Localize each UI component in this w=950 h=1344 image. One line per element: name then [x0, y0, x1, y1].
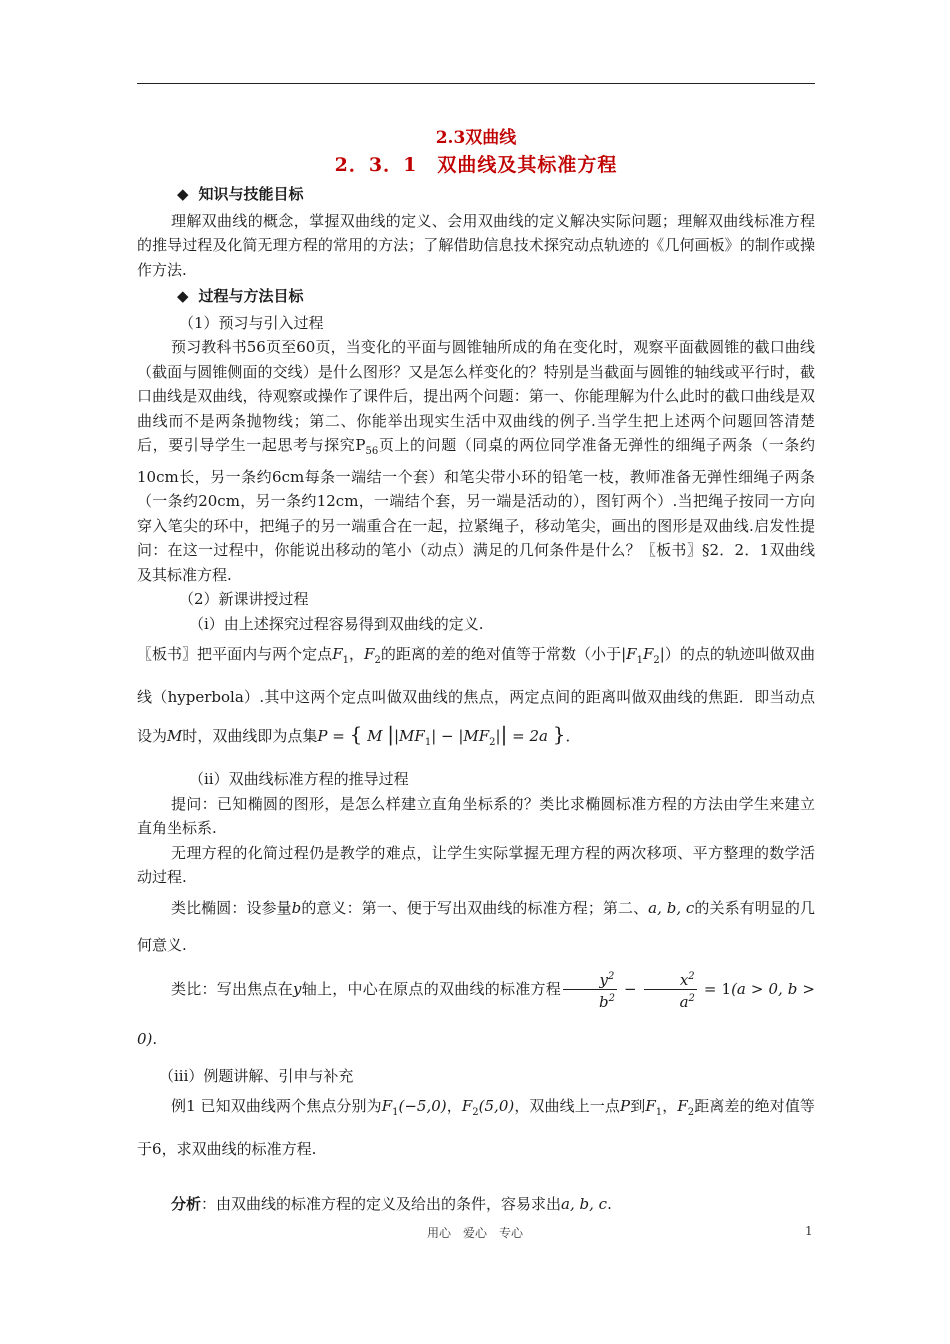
sub-i-label: （i）由上述探究过程容易得到双曲线的定义. [189, 614, 484, 633]
formula-b: b [291, 898, 302, 917]
formula-y: y [293, 979, 302, 998]
paragraph-analysis: 分析：由双曲线的标准方程的定义及给出的条件，容易求出a, b, c. [171, 1195, 612, 1213]
page-title: 2.3双曲线 [435, 128, 517, 148]
section-heading-process: ◆ 过程与方法目标 [177, 287, 304, 305]
formula-F1-coord: $F_1(-5,0)$ [381, 1097, 447, 1118]
formula-abc-result: a, b, c [561, 1195, 608, 1213]
diamond-bullet-icon: ◆ [177, 287, 189, 305]
document-body [137, 120, 815, 1223]
paragraph-analogy-y-axis: 类比：写出焦点在y轴上，中心在原点的双曲线的标准方程 $\frac{y^2}{b^2}$ − $\frac{x^2}{a^2}$ = 1(a > 0, b > 0). [137, 964, 815, 1064]
formula-point-set: P = { M $||MF_1| - |MF_2|| = 2a$ } [317, 722, 566, 748]
paragraph-irrational: 无理方程的化简过程仍是教学的难点，让学生实际掌握无理方程的两次移项、平方整理的数学活动过程. [137, 843, 815, 886]
step-preview-label: （1）预习与引入过程 [179, 313, 324, 332]
paragraph-question: 提问：已知椭圆的图形，是怎么样建立直角坐标系的？类比求椭圆标准方程的方法由学生来建立直角坐标系. [137, 794, 815, 837]
formula-abs-F1F2: $|F_1F_2|$ [621, 645, 665, 666]
sub-ii-label: （ii）双曲线标准方程的推导过程 [189, 770, 409, 788]
formula-P: P [620, 1097, 631, 1115]
formula-F2: $F_2$ [364, 645, 381, 666]
formula-F2-coord: $F_2(5,0)$ [461, 1097, 515, 1118]
formula-F1-ref: $F_1$ [645, 1097, 663, 1118]
paragraph-analogy: 类比椭圆：设参量b的意义：第一、便于写出双曲线的标准方程；第二、a, b, c的关系有明显的几何意义. [137, 898, 815, 954]
analysis-label: 分析 [171, 1195, 202, 1213]
sub-iii-label: （iii）例题讲解、引申与补充 [159, 1066, 354, 1085]
formula-F1: $F_1$ [332, 645, 349, 666]
paragraph-definition: 〖板书〗把平面内与两个定点$F_1$，$F_2$的距离的差的绝对值等于常数（小于$|F_1F_2|$）的点的轨迹叫做双曲线（hyperbola）.其中这两个定点叫做双曲线的焦点，两定点间的距离叫做双曲线的焦距．即当动点设为M时，双曲线即为点集P = { M $||MF_1| - |MF_2|| = 2a$ }． [137, 645, 815, 748]
paragraph-knowledge: 理解双曲线的概念，掌握双曲线的定义、会用双曲线的定义解决实际问题；理解双曲线标准方程的推导过程及化简无理方程的常用的方法；了解借助信息技术探究动点轨迹的《几何画板》的制作或操作方法. [137, 211, 815, 279]
formula-6: 6 [152, 1140, 162, 1158]
page-subtitle: 2．3．1 双曲线及其标准方程 [334, 154, 618, 176]
footer-text: 用心 爱心 专心 [426, 1226, 523, 1240]
step-new-lesson-label: （2）新课讲授过程 [179, 590, 309, 608]
formula-abc: a, b, c [648, 898, 695, 917]
page-number: 1 [805, 1224, 813, 1238]
formula-M: M [167, 727, 183, 745]
paragraph-example-1: 例1 已知双曲线两个焦点分别为$F_1(-5,0)$，$F_2(5,0)$，双曲线上一点P到$F_1$，$F_2$距离差的绝对值等于6，求双曲线的标准方程. [137, 1097, 815, 1158]
paragraph-preview: 预习教科书56页至60页，当变化的平面与圆锥轴所成的角在变化时，观察平面截圆锥的截口曲线（截面与圆锥侧面的交线）是什么图形？又是怎么样变化的？特别是当截面与圆锥的轴线或平行时，截口曲线是双曲线，待观察或操作了课件后，提出两个问题：第一、你能理解为什么此时的截口曲线是双曲线而不是两条抛物线；第二、你能举出现实生活中双曲线的例子.当学生把上述两个问题回答清楚后，要引导学生一起思考与探究$P_{56}$页上的问题（同桌的两位同学准备无弹性的细绳子两条（一条约10cm长，另一条约6cm每条一端结一个套）和笔尖带小环的铅笔一枝，教师准备无弹性细绳子两条（一条约20cm，另一条约12cm，一端结个套，另一端是活动的），图钉两个）.当把绳子按同一方向穿入笔尖的环中，把绳子的另一端重合在一起，拉紧绳子，移动笔尖，画出的图形是双曲线.启发性提问：在这一过程中，你能说出移动的笔小（动点）满足的几何条件是什么？〖板书〗§2．2．1双曲线及其标准方程. [137, 338, 815, 584]
section-heading-knowledge: ◆ 知识与技能目标 [177, 185, 304, 203]
formula-standard-equation: $\frac{y^2}{b^2}$ − $\frac{x^2}{a^2}$ = 1(a > 0, b > 0) [137, 980, 815, 1048]
header-rule [137, 83, 815, 84]
diamond-bullet-icon: ◆ [177, 185, 189, 203]
formula-F2-ref: $F_2$ [677, 1097, 695, 1118]
